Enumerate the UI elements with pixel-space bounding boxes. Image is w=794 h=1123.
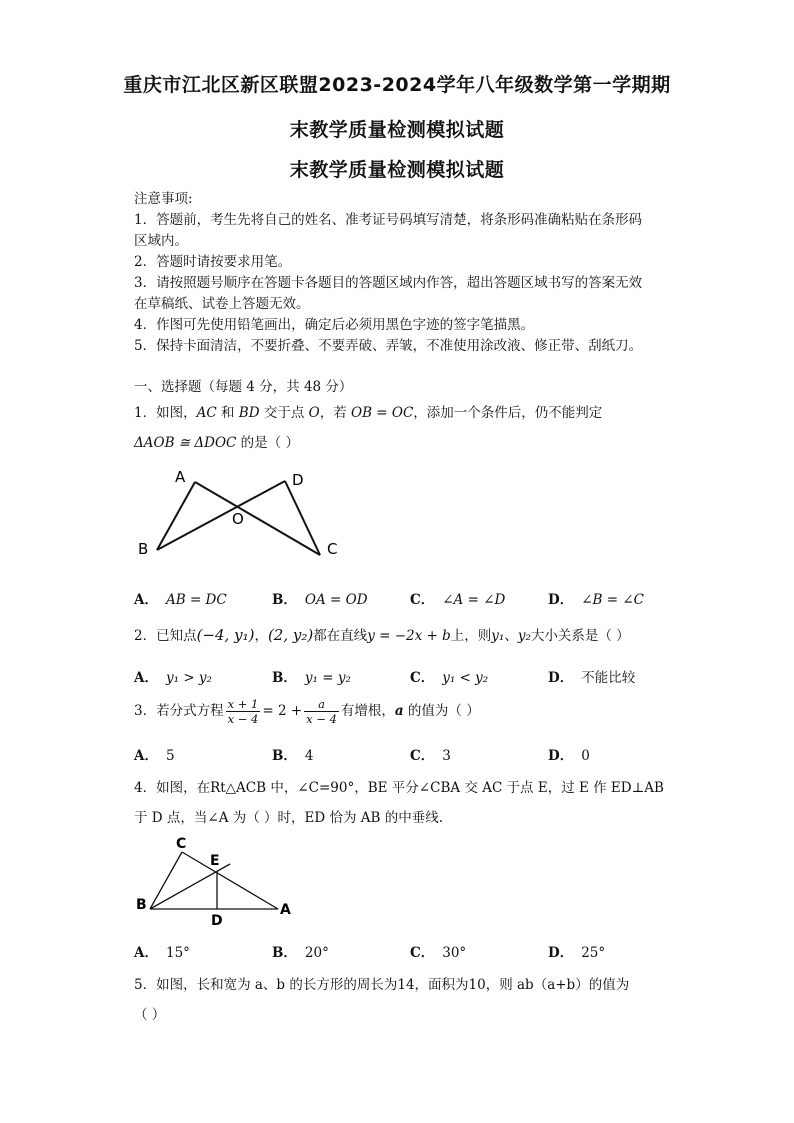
option-text: 3 xyxy=(442,748,451,764)
q3-text: 的值为（ ） xyxy=(403,703,480,719)
exam-title-line-1: 重庆市江北区新区联盟2023-2024学年八年级数学第一学期期 xyxy=(123,74,671,96)
option-text: 0 xyxy=(581,748,590,764)
q4-option-d[interactable] xyxy=(548,941,605,961)
fraction-numerator: x + 1 xyxy=(227,697,259,711)
question-1-text-2 xyxy=(134,431,299,451)
segment-ca xyxy=(182,852,278,909)
option-label: A． xyxy=(134,748,158,764)
fraction-numerator: a xyxy=(304,697,339,712)
q1-text: 交于点 xyxy=(259,405,309,421)
question-3-text xyxy=(134,697,480,726)
q4-option-b[interactable] xyxy=(272,941,329,961)
notice-item: 区域内。 xyxy=(134,233,188,249)
q2-text: 2．已知点 xyxy=(134,628,197,644)
question-4-figure xyxy=(130,834,300,928)
notice-item: 1．答题前，考生先将自己的姓名、准考证号码填写清楚，将条形码准确粘贴在条形码 xyxy=(134,212,643,228)
q3-option-d[interactable] xyxy=(548,744,590,764)
notice-item: 3．请按照题号顺序在答题卡各题目的答题区域内作答，超出答题区域书写的答案无效 xyxy=(134,275,643,291)
option-label: D． xyxy=(548,670,574,686)
question-1-figure xyxy=(130,462,350,562)
fraction-2 xyxy=(304,697,339,726)
fraction-denominator: x − 4 xyxy=(306,712,337,726)
q2-text: 、 xyxy=(504,628,518,644)
q1-option-d[interactable] xyxy=(548,588,644,608)
q3-math: = 2 + xyxy=(262,703,303,719)
q2-option-c[interactable] xyxy=(410,666,488,686)
q1-text: ，若 xyxy=(319,405,351,421)
q1-math: ΔAOB ≅ ΔDOC xyxy=(134,435,237,451)
q1-option-a[interactable] xyxy=(134,588,227,608)
option-label: B． xyxy=(272,670,297,686)
q4-option-a[interactable] xyxy=(134,941,190,961)
q2-text: 上，则 xyxy=(450,628,492,644)
q2-text: ， xyxy=(254,628,268,644)
q1-math: AC xyxy=(196,405,217,421)
exam-title-line-3: 末教学质量检测模拟试题 xyxy=(289,159,505,181)
point-label-c: C xyxy=(327,540,338,558)
option-text: 25° xyxy=(581,945,606,961)
q2-math: y = −2x + b xyxy=(367,628,451,644)
notice-item: 4．作图可先使用铅笔画出，确定后必须用黑色字迹的签字笔描黑。 xyxy=(134,317,535,333)
option-text: 20° xyxy=(304,945,329,961)
q3-text: 3．若分式方程 xyxy=(134,703,224,719)
option-text: 4 xyxy=(304,748,314,764)
option-text: 5 xyxy=(165,748,175,764)
point-label-d: D xyxy=(211,913,223,928)
point-label-c: C xyxy=(176,836,187,852)
q3-text: 有增根， xyxy=(340,703,395,719)
q3-option-a[interactable] xyxy=(134,744,175,764)
question-4-text-2: 于 D 点，当∠A 为（ ）时，ED 恰为 AB 的中垂线. xyxy=(134,810,444,826)
point-label-b: B xyxy=(136,897,147,913)
point-label-d: D xyxy=(292,471,304,489)
question-5-text: 5．如图，长和宽为 a、b 的长方形的周长为14，面积为10，则 ab（a+b）的值为 xyxy=(134,977,630,993)
q2-math: y₁ xyxy=(491,628,505,644)
option-text: OA = OD xyxy=(304,592,368,608)
option-text: ∠A = ∠D xyxy=(442,592,506,608)
option-label: B． xyxy=(272,945,297,961)
option-label: D． xyxy=(548,592,574,608)
option-label: B． xyxy=(272,592,297,608)
option-label: D． xyxy=(548,945,574,961)
q2-text: 大小关系是（ ） xyxy=(530,628,630,644)
q2-math: (2, y₂) xyxy=(267,626,314,644)
q1-math: OB = OC xyxy=(351,405,414,421)
option-label: C． xyxy=(410,945,435,961)
q2-math: (−4, y₁) xyxy=(196,626,255,644)
option-label: C． xyxy=(410,670,435,686)
option-label: A． xyxy=(134,945,158,961)
q3-option-b[interactable] xyxy=(272,744,314,764)
option-text: y₁ > y₂ xyxy=(165,670,212,686)
q4-option-c[interactable] xyxy=(410,941,466,961)
question-5-text-2: （ ） xyxy=(134,1007,166,1023)
q3-option-c[interactable] xyxy=(410,744,451,764)
point-label-a: A xyxy=(280,902,291,918)
point-label-e: E xyxy=(210,853,220,869)
notice-item: 在草稿纸、试卷上答题无效。 xyxy=(134,296,310,312)
option-text: 15° xyxy=(165,945,190,961)
notice-item: 5．保持卡面清洁，不要折叠、不要弄破、弄皱，不准使用涂改液、修正带、刮纸刀。 xyxy=(134,338,643,354)
q2-text: 都在直线 xyxy=(313,628,368,644)
notice-item: 2．答题时请按要求用笔。 xyxy=(134,254,292,270)
exam-title-line-2: 末教学质量检测模拟试题 xyxy=(289,119,505,141)
q1-option-c[interactable] xyxy=(410,588,505,608)
question-4-text: 4．如图，在Rt△ACB 中，∠C=90°，BE 平分∠CBA 交 AC 于点 E，过 E 作 ED⊥AB xyxy=(134,780,664,796)
option-label: B． xyxy=(272,748,297,764)
option-text: 30° xyxy=(442,945,467,961)
q1-option-b[interactable] xyxy=(272,588,368,608)
q1-text: ，添加一个条件后，仍不能判定 xyxy=(413,405,603,421)
question-2-text xyxy=(134,624,630,644)
q2-math: y₂ xyxy=(517,628,531,644)
q1-text: 1．如图， xyxy=(134,405,197,421)
fraction-1 xyxy=(226,697,261,726)
option-text: ∠B = ∠C xyxy=(581,592,644,608)
q2-option-a[interactable] xyxy=(134,666,212,686)
q2-option-d[interactable] xyxy=(548,666,635,686)
option-label: A． xyxy=(134,670,158,686)
q3-math: a xyxy=(394,703,404,719)
option-text: 不能比较 xyxy=(581,670,636,686)
point-label-a: A xyxy=(175,468,186,486)
notice-heading: 注意事项: xyxy=(134,191,193,207)
option-label: D． xyxy=(548,748,574,764)
q2-option-b[interactable] xyxy=(272,666,351,686)
fraction-denominator: x − 4 xyxy=(227,712,259,726)
q1-math: BD xyxy=(238,405,260,421)
q1-math: O xyxy=(308,405,320,421)
option-label: C． xyxy=(410,592,435,608)
option-label: C． xyxy=(410,748,435,764)
option-text: y₁ = y₂ xyxy=(304,670,351,686)
option-text: AB = DC xyxy=(165,592,227,608)
option-label: A． xyxy=(134,592,158,608)
point-label-b: B xyxy=(138,540,149,558)
q1-text: 和 xyxy=(216,405,239,421)
section-heading: 一、选择题（每题 4 分，共 48 分） xyxy=(134,379,353,395)
question-1-text xyxy=(134,401,602,421)
option-text: y₁ < y₂ xyxy=(442,670,489,686)
point-label-o: O xyxy=(232,510,244,528)
q1-text: 的是（ ） xyxy=(236,435,299,451)
